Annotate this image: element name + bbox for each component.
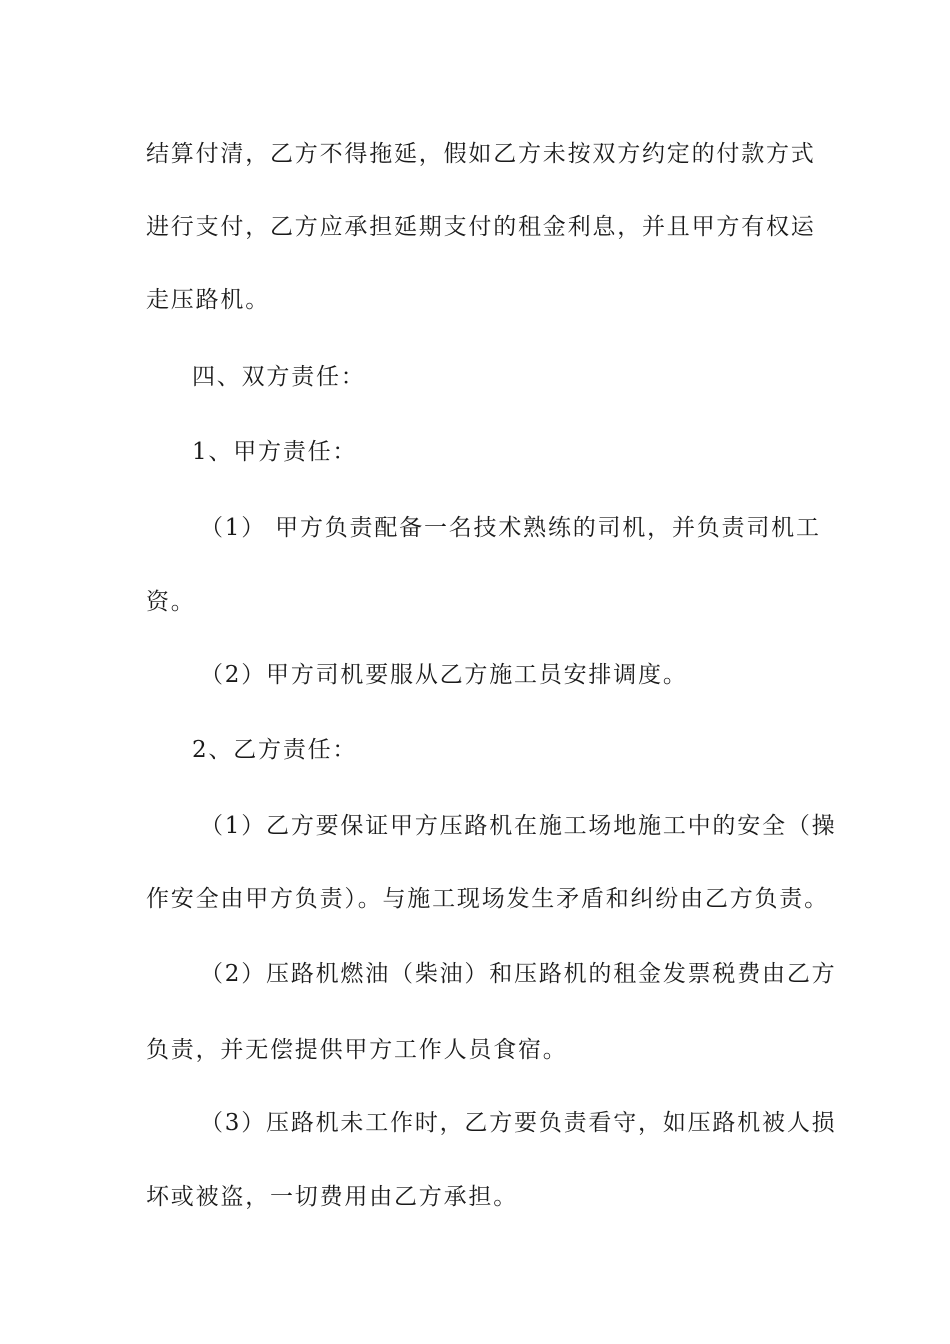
text-line: （1）乙方要保证甲方压路机在施工场地施工中的安全（操	[200, 813, 837, 839]
subsection-heading: 1、甲方责任：	[192, 439, 358, 465]
text-line: （1） 甲方负责配备一名技术熟练的司机，并负责司机工	[200, 515, 821, 541]
text-line: 坏或被盗，一切费用由乙方承担。	[146, 1184, 518, 1210]
text-line: 作安全由甲方负责）。与施工现场发生矛盾和纠纷由乙方负责。	[146, 886, 829, 912]
text-line: （2）甲方司机要服从乙方施工员安排调度。	[200, 662, 688, 688]
text-line: 负责，并无偿提供甲方工作人员食宿。	[146, 1037, 568, 1063]
text-line: 走压路机。	[146, 287, 270, 313]
text-line: 进行支付，乙方应承担延期支付的租金利息，并且甲方有权运	[146, 214, 816, 240]
text-line: （3）压路机未工作时，乙方要负责看守，如压路机被人损	[200, 1110, 837, 1136]
text-line: （2）压路机燃油（柴油）和压路机的租金发票税费由乙方	[200, 961, 837, 987]
text-line: 资。	[146, 589, 196, 615]
text-line: 结算付清，乙方不得拖延，假如乙方未按双方约定的付款方式	[146, 141, 816, 167]
section-heading: 四、双方责任：	[192, 364, 366, 390]
subsection-heading: 2、乙方责任：	[192, 737, 358, 763]
